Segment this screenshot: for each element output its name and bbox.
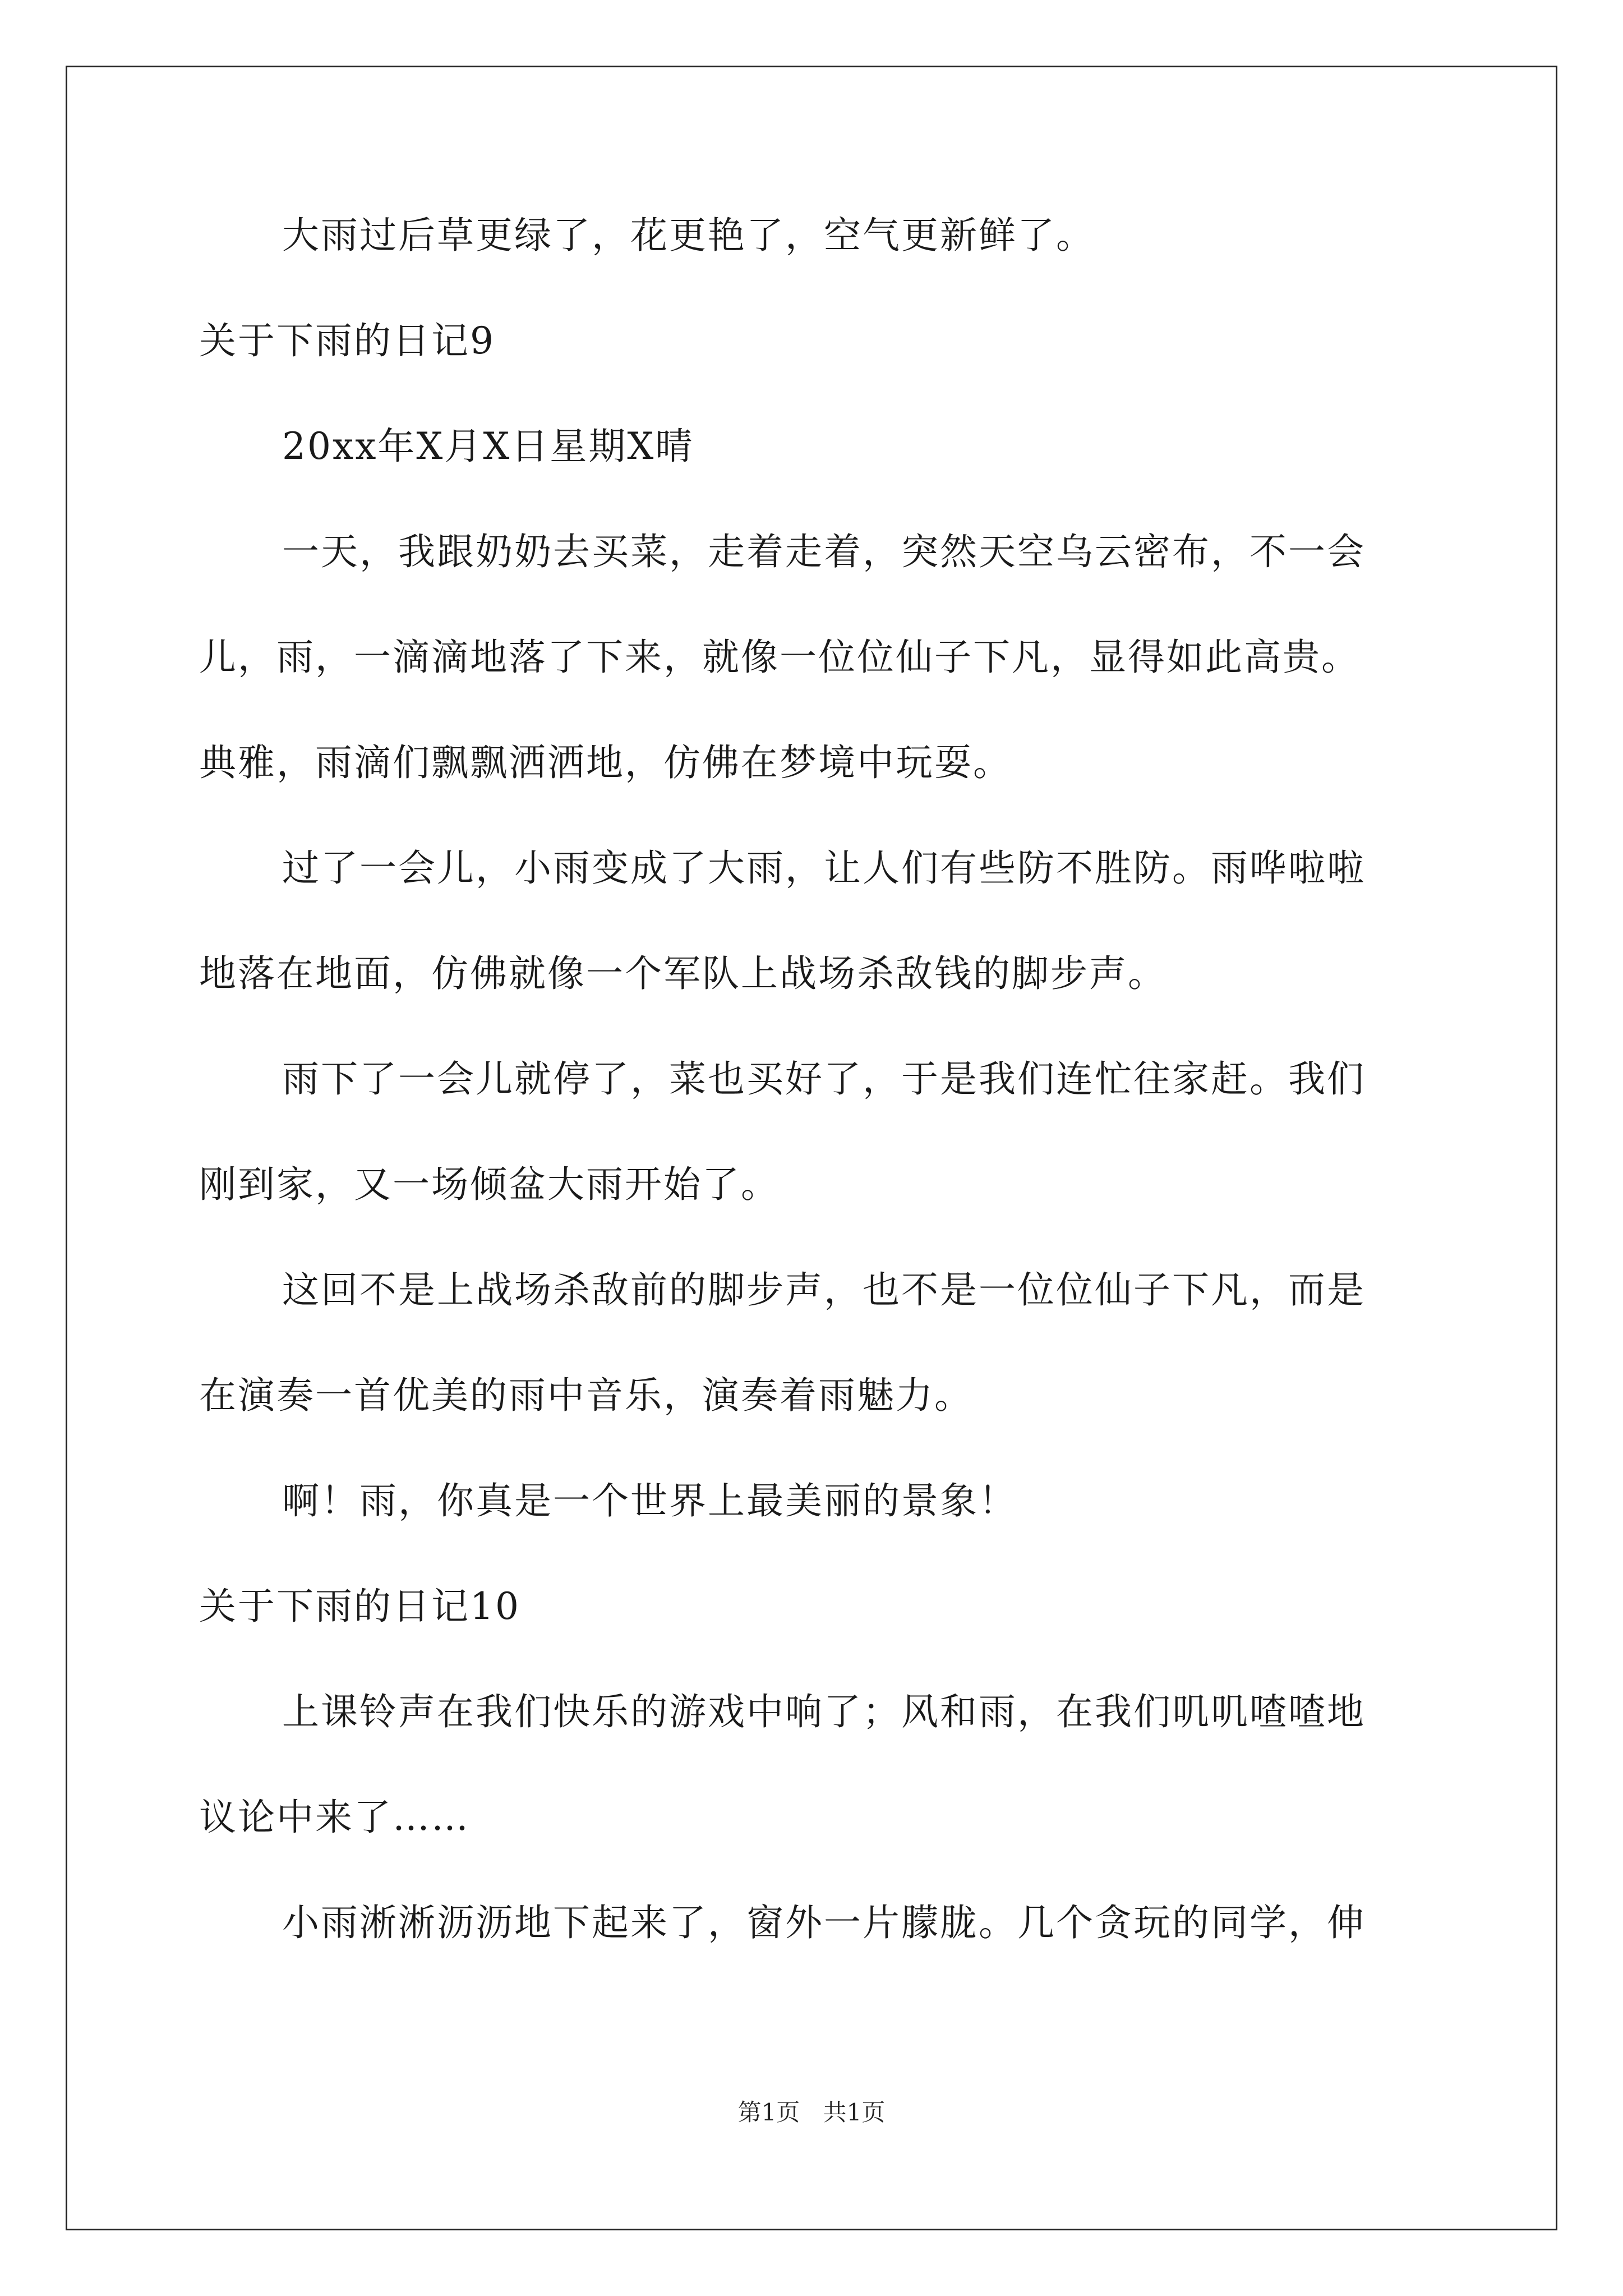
paragraph-line: 典雅，雨滴们飘飘洒洒地，仿佛在梦境中玩耍。 xyxy=(199,741,1012,784)
paragraph-line: 一天，我跟奶奶去买菜，走着走着，突然天空乌云密布，不一会 xyxy=(282,530,1366,573)
page-number: 第1页 xyxy=(737,2099,800,2126)
paragraph-line: 议论中来了…… xyxy=(199,1796,470,1839)
paragraph-line: 刚到家，又一场倾盆大雨开始了。 xyxy=(199,1163,780,1206)
paragraph-line: 大雨过后草更绿了，花更艳了，空气更新鲜了。 xyxy=(282,214,1095,257)
paragraph-line: 儿，雨，一滴滴地落了下来，就像一位位仙子下凡，显得如此高贵。 xyxy=(199,636,1360,679)
paragraph-line: 在演奏一首优美的雨中音乐，演奏着雨魅力。 xyxy=(199,1374,973,1417)
paragraph-line: 地落在地面，仿佛就像一个军队上战场杀敌钱的脚步声。 xyxy=(199,952,1166,995)
diary-date-line: 20xx年X月X日星期X晴 xyxy=(282,425,694,468)
diary-heading: 关于下雨的日记10 xyxy=(199,1585,520,1628)
paragraph-line: 啊！雨，你真是一个世界上最美丽的景象！ xyxy=(282,1479,1017,1522)
paragraph-line: 过了一会儿，小雨变成了大雨，让人们有些防不胜防。雨哗啦啦 xyxy=(282,846,1366,890)
diary-heading: 关于下雨的日记9 xyxy=(199,319,495,362)
paragraph-line: 小雨淅淅沥沥地下起来了，窗外一片朦胧。几个贪玩的同学，伸 xyxy=(282,1901,1366,1944)
paragraph-line: 雨下了一会儿就停了，菜也买好了，于是我们连忙往家赶。我们 xyxy=(282,1057,1366,1101)
paragraph-line: 上课铃声在我们快乐的游戏中响了；风和雨，在我们叽叽喳喳地 xyxy=(282,1690,1366,1733)
page-total: 共1页 xyxy=(823,2099,886,2126)
page-footer xyxy=(0,2097,1623,2128)
paragraph-line: 这回不是上战场杀敌前的脚步声，也不是一位位仙子下凡，而是 xyxy=(282,1268,1366,1312)
